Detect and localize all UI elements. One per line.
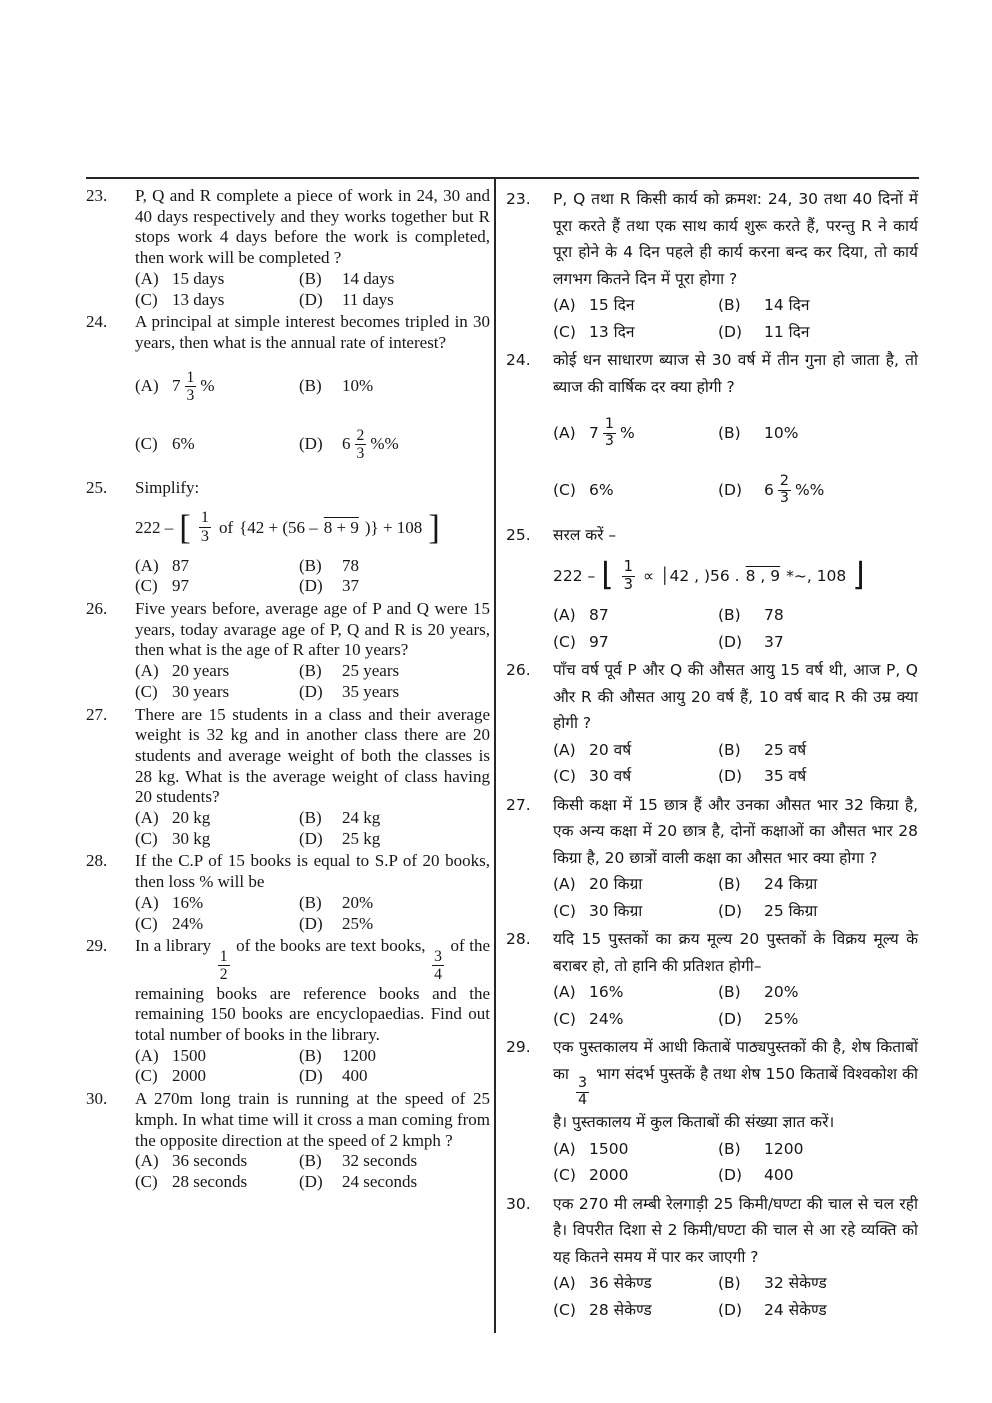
question-number: 27. bbox=[86, 704, 108, 724]
eq-mid: of bbox=[218, 517, 234, 537]
option-label: (B) bbox=[299, 1151, 322, 1171]
option-value: 24 seconds bbox=[342, 1171, 418, 1191]
option-label: (A) bbox=[135, 892, 159, 912]
option-value: 1200 bbox=[342, 1045, 376, 1065]
option-label: (A) bbox=[135, 376, 159, 396]
question-text-part: of the remaining books are reference books and the remaining 150 books are encyclopaedias. Find out total number of books in the library. bbox=[135, 936, 490, 1045]
option-value: 20% bbox=[764, 983, 799, 1002]
option-label: (C) bbox=[553, 1300, 576, 1319]
left-bracket: [ bbox=[179, 507, 191, 547]
option-label: (D) bbox=[718, 481, 743, 500]
option-label: (C) bbox=[553, 901, 576, 920]
options bbox=[135, 661, 490, 702]
question-number: 25. bbox=[86, 477, 108, 497]
fraction: $\frac{3}{4}$ bbox=[577, 1075, 588, 1109]
option-value: 2000 bbox=[172, 1066, 206, 1086]
option-label: (A) bbox=[135, 661, 159, 681]
eq-mid: │42 , )56 . bbox=[660, 567, 740, 586]
option-label: (B) bbox=[718, 424, 741, 443]
question-number: 28. bbox=[506, 930, 531, 949]
question-text-part: एक पुस्तकालय में आधी किताबें पाठ्यपुस्तकों की है, शेष किताबों का bbox=[553, 1038, 918, 1083]
option-value: 25% bbox=[764, 1009, 799, 1028]
options bbox=[553, 871, 918, 924]
question-number: 29. bbox=[86, 936, 108, 956]
option-value: 36 seconds bbox=[172, 1151, 248, 1171]
question-number: 27. bbox=[506, 795, 531, 814]
option-label: (B) bbox=[718, 296, 741, 314]
option-value: 14 दिन bbox=[764, 296, 810, 314]
option-value: 2000 bbox=[589, 1166, 629, 1185]
eq-mid: {42 + (56 – bbox=[239, 517, 318, 537]
question-number: 26. bbox=[86, 598, 108, 618]
option-label: (D) bbox=[718, 767, 743, 786]
option-label: (A) bbox=[553, 875, 576, 894]
question-27-hi bbox=[506, 792, 918, 925]
fraction: $\frac{1}{3}$ bbox=[604, 416, 614, 449]
option-label: (D) bbox=[718, 1009, 743, 1028]
fraction: $\frac{1}{3}$ bbox=[186, 368, 195, 405]
option-label: (D) bbox=[718, 1166, 743, 1185]
options bbox=[135, 269, 490, 310]
option-value: 13 days bbox=[172, 289, 225, 309]
options bbox=[553, 602, 918, 655]
option-label: (B) bbox=[718, 983, 741, 1002]
options bbox=[553, 1136, 918, 1189]
options bbox=[553, 979, 918, 1032]
option-label: (C) bbox=[553, 481, 576, 500]
right-bracket: ] bbox=[428, 507, 440, 547]
question-text: Five years before, average age of P and Q were 15 years, today avarage age of P, Q and R is 20 years, then what is the age of R after 10 years? bbox=[135, 598, 490, 660]
option-value: 20 kg bbox=[172, 808, 211, 828]
question-text: एक 270 मी लम्बी रेलगाड़ी 25 किमी/घण्टा की चाल से चल रही है। विपरीत दिशा से 2 किमी/घण्टा की चाल से आ रहे व्यक्ति को यह कितने समय में पार कर जाएगी ? bbox=[553, 1194, 918, 1266]
question-text: There are 15 students in a class and their average weight is 32 kg and in another class there are 20 students and average weight of both the classes is 28 kg. What is the average weight of class having 20 students? bbox=[135, 704, 490, 807]
question-number: 29. bbox=[506, 1038, 531, 1057]
question-text: यदि 15 पुस्तकों का क्रय मूल्य 20 पुस्तकों के विक्रय मूल्य के बराबर हो, तो हानि की प्रतिशत होगी– bbox=[553, 930, 918, 975]
option-value: 400 bbox=[764, 1166, 794, 1185]
option-value: 97 bbox=[172, 576, 189, 596]
options bbox=[135, 369, 490, 463]
option-label: (D) bbox=[299, 576, 323, 596]
question-text: कोई धन साधारण ब्याज से 30 वर्ष में तीन गुना हो जाता है, तो ब्याज की वार्षिक दर क्या होगी ? bbox=[553, 351, 918, 396]
option-value: 36 सेकेण्ड bbox=[589, 1274, 652, 1293]
option-value: 30 kg bbox=[172, 828, 211, 848]
option-value: 24% bbox=[589, 1009, 624, 1028]
options bbox=[553, 1270, 918, 1323]
option-value: 6% bbox=[172, 434, 195, 454]
question-number: 24. bbox=[86, 312, 108, 332]
question-number: 23. bbox=[506, 190, 531, 208]
option-label: (A) bbox=[135, 808, 159, 828]
option-value: 10% bbox=[342, 376, 374, 396]
question-23-hi bbox=[506, 186, 918, 345]
option-value: 24% bbox=[172, 913, 204, 933]
option-label: (A) bbox=[553, 1274, 576, 1293]
option-label: (C) bbox=[135, 576, 158, 596]
option-value: 30 किग्रा bbox=[589, 901, 643, 920]
option-label: (D) bbox=[299, 913, 323, 933]
option-label: (B) bbox=[718, 1139, 741, 1158]
math-expression bbox=[553, 559, 918, 593]
question-text: P, Q and R complete a piece of work in 24, 30 and 40 days respectively and they works together but R stops work 4 days before the work is completed, then work will be completed ? bbox=[135, 186, 490, 268]
option-value: 13 दिन bbox=[589, 322, 635, 341]
options bbox=[135, 808, 490, 849]
option-label: (D) bbox=[299, 1066, 323, 1086]
option-value: 35 वर्ष bbox=[764, 767, 807, 786]
option-value: 10% bbox=[764, 424, 799, 443]
eq-mid: *~, 108 bbox=[786, 567, 847, 586]
option-label: (C) bbox=[135, 681, 158, 701]
option-label: (B) bbox=[718, 875, 741, 894]
question-26-hi bbox=[506, 657, 918, 790]
question-text bbox=[135, 936, 490, 1046]
column-divider bbox=[494, 177, 496, 1333]
option-value: 14 days bbox=[342, 268, 395, 288]
option-value: 20 वर्ष bbox=[589, 740, 632, 759]
question-25-en bbox=[86, 478, 490, 597]
option-value: 24 किग्रा bbox=[764, 875, 818, 894]
option-label: (B) bbox=[718, 1274, 741, 1293]
option-value: 30 वर्ष bbox=[589, 767, 632, 786]
option-value: 28 सेकेण्ड bbox=[589, 1300, 652, 1319]
option-value: 37 bbox=[342, 576, 359, 596]
question-27-en bbox=[86, 705, 490, 850]
options bbox=[553, 737, 918, 790]
option-value: 400 bbox=[342, 1066, 368, 1086]
option-value: 24 सेकेण्ड bbox=[764, 1300, 827, 1319]
option-label: (A) bbox=[553, 983, 576, 1002]
fraction: $\frac{2}{3}$ bbox=[779, 472, 789, 506]
option-label: (D) bbox=[718, 322, 743, 341]
option-label: (B) bbox=[299, 376, 322, 396]
option-label: (D) bbox=[299, 1171, 323, 1191]
fraction: $\frac{3}{4}$ bbox=[434, 947, 442, 984]
option-value: 32 सेकेण्ड bbox=[764, 1274, 827, 1293]
options bbox=[553, 417, 918, 507]
option-label: (B) bbox=[299, 555, 322, 575]
question-number: 30. bbox=[86, 1089, 108, 1109]
option-value: 11 days bbox=[342, 289, 394, 309]
overlined-term: 8 + 9 bbox=[323, 517, 359, 537]
option-value: 28 seconds bbox=[172, 1171, 248, 1191]
option-label: (C) bbox=[135, 1171, 158, 1191]
option-label: (D) bbox=[718, 1300, 743, 1319]
option-label: (B) bbox=[718, 740, 741, 759]
question-text bbox=[553, 1034, 918, 1135]
option-label: (A) bbox=[553, 424, 576, 443]
option-value: 25 kg bbox=[342, 828, 381, 848]
option-label: (B) bbox=[299, 661, 322, 681]
option-label: (A) bbox=[553, 1139, 576, 1158]
option-value: 1200 bbox=[764, 1139, 804, 1158]
question-number: 24. bbox=[506, 351, 531, 369]
option-label: (A) bbox=[553, 740, 576, 759]
option-label: (C) bbox=[135, 828, 158, 848]
question-24-en bbox=[86, 312, 490, 475]
option-value: 11 दिन bbox=[764, 322, 810, 341]
right-bracket: ⌋ bbox=[852, 557, 865, 594]
question-28-en bbox=[86, 851, 490, 934]
option-value: 25 किग्रा bbox=[764, 901, 818, 920]
left-bracket: ⌊ bbox=[601, 557, 614, 594]
question-25-hi bbox=[506, 522, 918, 655]
option-label: (B) bbox=[299, 268, 322, 288]
option-label: (C) bbox=[135, 913, 158, 933]
option-value: 30 years bbox=[172, 681, 230, 701]
option-value: 15 दिन bbox=[589, 296, 635, 314]
question-23-en bbox=[86, 186, 490, 310]
option-label: (B) bbox=[299, 1045, 322, 1065]
question-29-en bbox=[86, 936, 490, 1087]
question-26-en bbox=[86, 599, 490, 703]
option-value: 7 $\frac{1}{3}$ % bbox=[172, 368, 215, 405]
hindi-column bbox=[506, 186, 918, 1325]
option-value: 6 $\frac{2}{3}$ %% bbox=[764, 472, 825, 506]
overlined-term: 8 , 9 bbox=[745, 567, 781, 586]
option-value: 78 bbox=[342, 555, 359, 575]
option-value: 25 वर्ष bbox=[764, 740, 807, 759]
eq-prefix: 222 – bbox=[135, 517, 174, 537]
option-value: 6% bbox=[589, 481, 614, 500]
option-label: (D) bbox=[718, 632, 743, 651]
option-label: (C) bbox=[135, 434, 158, 454]
question-number: 30. bbox=[506, 1194, 531, 1213]
eq-prefix: 222 – bbox=[553, 567, 596, 586]
question-text: If the C.P of 15 books is equal to S.P of 20 books, then loss % will be bbox=[135, 851, 490, 892]
option-label: (C) bbox=[553, 1009, 576, 1028]
option-label: (B) bbox=[299, 808, 322, 828]
option-label: (C) bbox=[553, 767, 576, 786]
option-value: 1500 bbox=[589, 1139, 629, 1158]
options bbox=[553, 292, 918, 345]
question-text: पाँच वर्ष पूर्व P और Q की औसत आयु 15 वर्ष थी, आज P, Q और R की औसत आयु 20 वर्ष हैं, 10 वर्ष बाद R की उम्र क्या होगी ? bbox=[553, 661, 918, 733]
eq-mid: ∝ bbox=[643, 567, 655, 586]
fraction: $\frac{1}{3}$ bbox=[200, 509, 209, 546]
option-value: 87 bbox=[172, 555, 189, 575]
question-30-hi bbox=[506, 1191, 918, 1324]
option-label: (B) bbox=[718, 606, 741, 625]
option-value: 37 bbox=[764, 632, 784, 651]
option-label: (D) bbox=[299, 434, 323, 454]
options bbox=[135, 893, 490, 934]
option-value: 25% bbox=[342, 913, 374, 933]
option-label: (C) bbox=[553, 322, 576, 341]
option-label: (A) bbox=[135, 555, 159, 575]
question-28-hi bbox=[506, 926, 918, 1032]
option-label: (A) bbox=[135, 268, 159, 288]
question-text-part: In a library bbox=[135, 936, 212, 956]
option-label: (A) bbox=[135, 1151, 159, 1171]
question-number: 26. bbox=[506, 661, 531, 680]
question-number: 25. bbox=[506, 525, 531, 544]
question-text: Simplify: bbox=[135, 477, 200, 497]
top-rule bbox=[86, 177, 919, 179]
question-number: 23. bbox=[86, 186, 108, 205]
option-value: 20% bbox=[342, 892, 374, 912]
options bbox=[135, 1151, 490, 1192]
option-label: (C) bbox=[135, 289, 158, 309]
math-expression bbox=[135, 509, 490, 546]
question-text: A 270m long train is running at the speed of 25 kmph. In what time will it cross a man coming from the opposite direction at the speed of 2 kmph ? bbox=[135, 1089, 490, 1150]
option-label: (C) bbox=[553, 632, 576, 651]
options bbox=[135, 556, 490, 597]
question-text: P, Q तथा R किसी कार्य को क्रमश: 24, 30 तथा 40 दिनों में पूरा करते हैं तथा एक साथ कार्य शुरू करते हैं, परन्तु R ने कार्य पूरा होने के 4 दिन पहले ही कार्य करना बन्द कर दिया, तो कार्य लगभग कितने दिन में पूरा होगा ? bbox=[553, 190, 918, 288]
option-label: (D) bbox=[718, 901, 743, 920]
option-value: 7 $\frac{1}{3}$ % bbox=[589, 416, 635, 449]
option-label: (B) bbox=[299, 892, 322, 912]
option-value: 16% bbox=[589, 983, 624, 1002]
question-text-part: of the books are text books, bbox=[236, 936, 426, 956]
option-label: (D) bbox=[299, 828, 323, 848]
question-text: किसी कक्षा में 15 छात्र हैं और उनका औसत भार 32 किग्रा है, एक अन्य कक्षा में 20 छात्र है, दोनों कक्षाओं का औसत भार 28 किग्रा है, 20 छात्रों वाली कक्षा का औसत भार क्या होगा ? bbox=[553, 795, 918, 867]
fraction: $\frac{1}{2}$ bbox=[219, 947, 228, 984]
option-value: 24 kg bbox=[342, 808, 381, 828]
option-value: 6 $\frac{2}{3}$ %% bbox=[342, 426, 399, 463]
fraction: $\frac{1}{3}$ bbox=[623, 558, 634, 593]
option-value: 32 seconds bbox=[342, 1151, 418, 1171]
question-number: 28. bbox=[86, 851, 108, 871]
option-value: 97 bbox=[589, 632, 609, 651]
fraction: $\frac{2}{3}$ bbox=[356, 426, 365, 463]
option-value: 20 किग्रा bbox=[589, 875, 643, 894]
option-value: 35 years bbox=[342, 681, 400, 701]
option-value: 78 bbox=[764, 606, 784, 625]
question-29-hi bbox=[506, 1034, 918, 1188]
question-30-en bbox=[86, 1089, 490, 1193]
question-text: A principal at simple interest becomes tripled in 30 years, then what is the annual rate of interest? bbox=[135, 312, 490, 352]
question-24-hi bbox=[506, 347, 918, 520]
option-value: 1500 bbox=[172, 1045, 206, 1065]
eq-mid: )} + 108 bbox=[364, 517, 423, 537]
option-label: (A) bbox=[553, 296, 576, 314]
question-text: सरल करें – bbox=[553, 525, 617, 544]
option-label: (C) bbox=[135, 1066, 158, 1086]
english-column bbox=[86, 186, 490, 1195]
options bbox=[135, 1046, 490, 1087]
option-value: 16% bbox=[172, 892, 204, 912]
option-label: (D) bbox=[299, 681, 323, 701]
option-label: (A) bbox=[553, 606, 576, 625]
option-value: 25 years bbox=[342, 661, 400, 681]
question-text-part: भाग संदर्भ पुस्तकें है तथा शेष 150 किताबें विश्वकोश की है। पुस्तकालय में कुल किताबों की संख्या ज्ञात करें। bbox=[553, 1064, 918, 1132]
option-label: (A) bbox=[135, 1045, 159, 1065]
option-value: 87 bbox=[589, 606, 609, 625]
option-label: (C) bbox=[553, 1166, 576, 1185]
option-value: 20 years bbox=[172, 661, 230, 681]
option-value: 15 days bbox=[172, 268, 225, 288]
option-label: (D) bbox=[299, 289, 323, 309]
